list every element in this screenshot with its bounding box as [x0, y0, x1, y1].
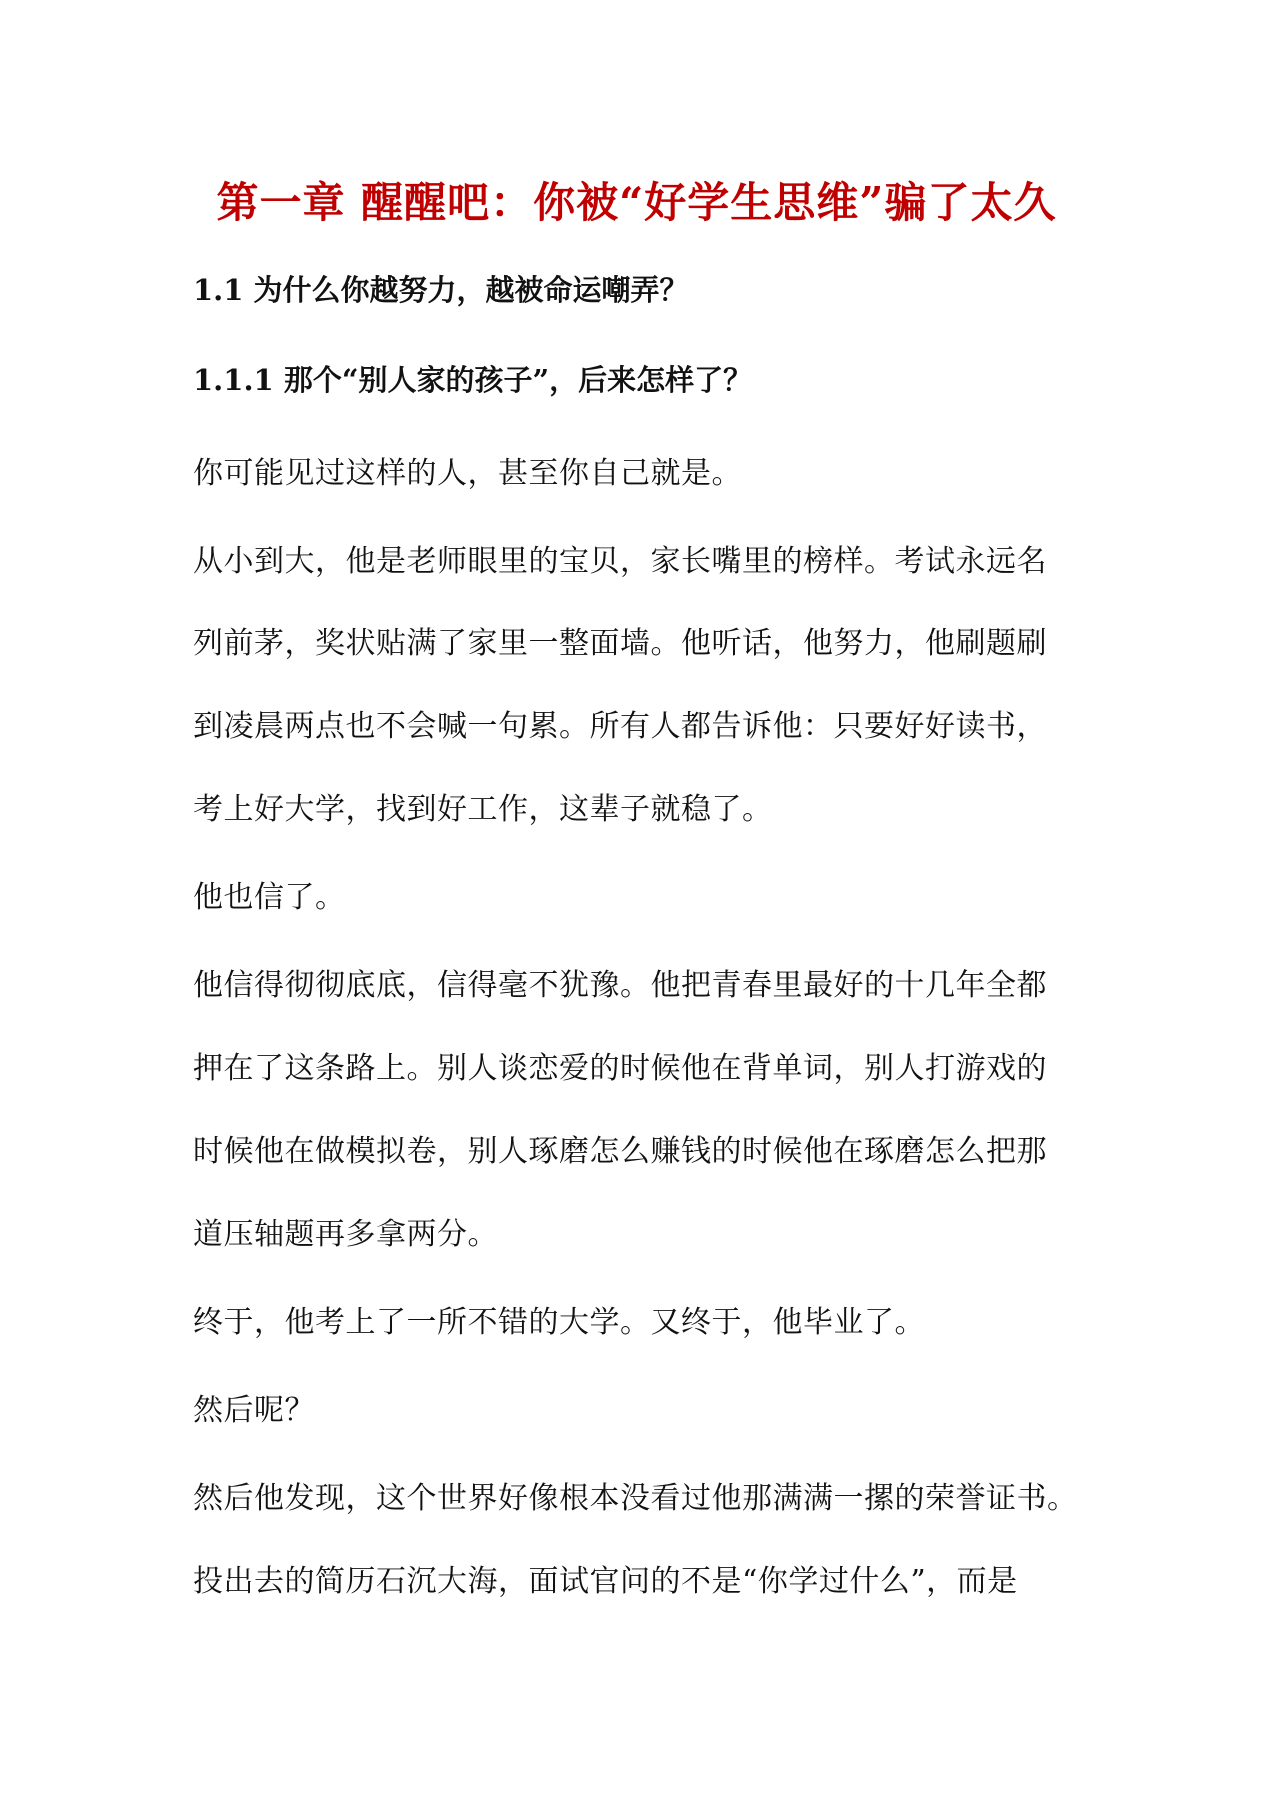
- body-line: 列前茅，奖状贴满了家里一整面墙。他听话，他努力，他刷题刷: [193, 626, 1047, 661]
- chapter-title: 第一章 醒醒吧：你被“好学生思维”骗了太久: [216, 178, 1057, 227]
- body-line: 他信得彻彻底底，信得毫不犹豫。他把青春里最好的十几年全都: [193, 968, 1047, 1003]
- body-line: 到凌晨两点也不会喊一句累。所有人都告诉他：只要好好读书，: [193, 709, 1047, 744]
- body-line: 押在了这条路上。别人谈恋爱的时候他在背单词，别人打游戏的: [193, 1051, 1047, 1086]
- body-line: 投出去的简历石沉大海，面试官问的不是“你学过什么”，而是: [193, 1564, 1018, 1599]
- body-line: 你可能见过这样的人，甚至你自己就是。: [193, 456, 742, 491]
- body-line: 他也信了。: [193, 880, 346, 915]
- subsection-heading: 1.1.1 那个“别人家的孩子”，后来怎样了？: [193, 363, 753, 397]
- body-line: 考上好大学，找到好工作，这辈子就稳了。: [193, 792, 773, 827]
- body-line: 终于，他考上了一所不错的大学。又终于，他毕业了。: [193, 1305, 925, 1340]
- body-line: 道压轴题再多拿两分。: [193, 1217, 498, 1252]
- section-heading: 1.1 为什么你越努力，越被命运嘲弄？: [193, 273, 689, 307]
- body-line: 然后他发现，这个世界好像根本没看过他那满满一摞的荣誉证书。: [193, 1481, 1078, 1516]
- body-line: 时候他在做模拟卷，别人琢磨怎么赚钱的时候他在琢磨怎么把那: [193, 1134, 1047, 1169]
- body-line: 从小到大，他是老师眼里的宝贝，家长嘴里的榜样。考试永远名: [193, 544, 1047, 579]
- body-line: 然后呢？: [193, 1393, 315, 1428]
